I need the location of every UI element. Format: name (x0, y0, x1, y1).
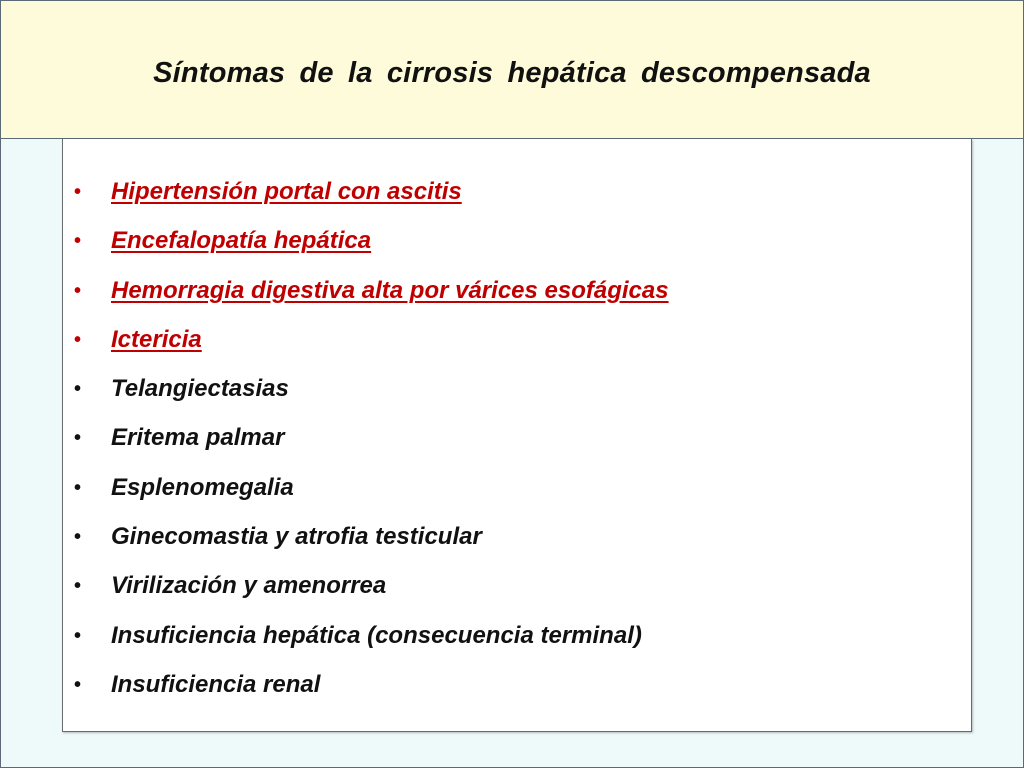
symptom-text: Ictericia (111, 325, 202, 353)
bullet-icon: • (74, 230, 82, 253)
list-item (63, 222, 971, 271)
content-box (62, 139, 972, 732)
symptom-text: Eritema palmar (111, 424, 285, 452)
title-band (1, 1, 1023, 139)
symptom-text: Esplenomegalia (111, 473, 294, 501)
symptom-text: Telangiectasias (111, 375, 289, 403)
list-item (63, 469, 971, 518)
list-item (63, 518, 971, 567)
bullet-icon: • (74, 181, 82, 203)
symptom-text: Encefalopatía hepática (111, 227, 372, 255)
list-item (63, 370, 971, 419)
list-item (63, 272, 971, 321)
bullet-icon: • (74, 476, 82, 499)
list-item (63, 419, 971, 468)
bullet-icon: • (74, 624, 82, 647)
list-item (63, 567, 971, 616)
symptom-text: Hipertensión portal con ascitis (111, 178, 462, 205)
bullet-icon: • (74, 575, 82, 598)
slide-title: Síntomas de la cirrosis hepática descompensada (153, 57, 871, 89)
bullet-icon: • (74, 328, 82, 351)
symptom-text: Ginecomastia y atrofia testicular (111, 523, 482, 551)
bullet-icon: • (74, 378, 82, 401)
list-item (63, 321, 971, 370)
list-item (63, 173, 971, 222)
symptom-text: Insuficiencia hepática (consecuencia terminal) (111, 621, 642, 649)
bullet-icon: • (74, 673, 82, 696)
symptom-list (63, 173, 971, 715)
symptom-text: Insuficiencia renal (111, 670, 321, 698)
list-item (63, 666, 971, 715)
bullet-icon: • (74, 526, 82, 549)
symptom-text: Hemorragia digestiva alta por várices esofágicas (111, 276, 669, 304)
bullet-icon: • (74, 279, 82, 302)
list-item (63, 617, 971, 666)
symptom-text: Virilización y amenorrea (111, 572, 387, 600)
bullet-icon: • (74, 427, 82, 450)
